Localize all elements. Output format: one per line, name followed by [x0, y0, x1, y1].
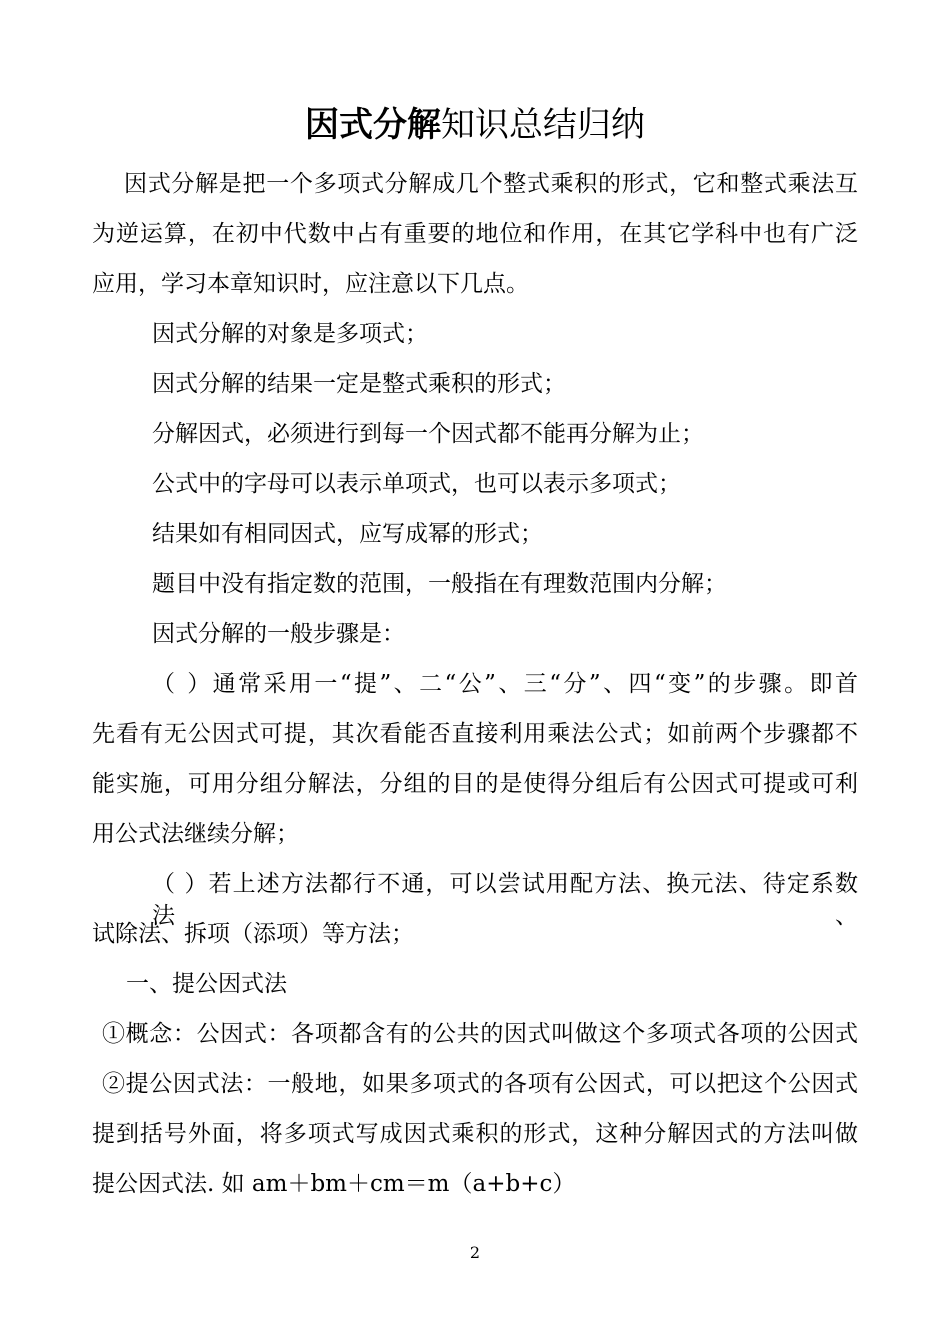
point-4: 公式中的字母可以表示单项式，也可以表示多项式； — [152, 471, 681, 497]
step-1-line-4: 用公式法继续分解； — [92, 821, 299, 847]
method-line-3: 提公因式法. 如 am＋bm＋cm＝m（a+b+c） — [92, 1171, 576, 1197]
title-bold-part: 因式分解 — [305, 105, 441, 145]
step-2-line-2: 试除法、拆项（添项）等方法； — [92, 921, 414, 947]
step-2-line-1: （ ）若上述方法都行不通，可以尝试用配方法、换元法、待定系数法、 — [152, 871, 858, 929]
step-1-line-2: 先看有无公因式可提，其次看能否直接利用乘法公式；如前两个步骤都不 — [92, 721, 858, 747]
concept-line: ①概念：公因式：各项都含有的公共的因式叫做这个多项式各项的公因式 — [102, 1021, 858, 1047]
document-title — [0, 100, 950, 150]
point-5: 结果如有相同因式，应写成幂的形式； — [152, 521, 543, 547]
title-rest-part: 知识总结归纳 — [441, 105, 645, 145]
step-1-line-1: （ ）通常采用一“提”、二“公”、三“分”、四“变”的步骤。即首 — [152, 671, 858, 697]
method-line-2: 提到括号外面，将多项式写成因式乘积的形式，这种分解因式的方法叫做 — [92, 1121, 858, 1147]
point-3: 分解因式，必须进行到每一个因式都不能再分解为止； — [152, 421, 704, 447]
section-heading-common-factor: 一、提公因式法 — [126, 971, 287, 997]
step-1-line-3: 能实施，可用分组分解法，分组的目的是使得分组后有公因式可提或可利 — [92, 771, 858, 797]
page-number: 2 — [469, 1243, 481, 1262]
point-1: 因式分解的对象是多项式； — [152, 321, 428, 347]
point-6: 题目中没有指定数的范围，一般指在有理数范围内分解； — [152, 571, 727, 597]
point-2: 因式分解的结果一定是整式乘积的形式； — [152, 371, 566, 397]
paragraph-intro-line-3: 应用，学习本章知识时，应注意以下几点。 — [92, 271, 529, 297]
paragraph-intro-line-1: 因式分解是把一个多项式分解成几个整式乘积的形式，它和整式乘法互 — [124, 171, 858, 197]
paragraph-intro-line-2: 为逆运算，在初中代数中占有重要的地位和作用，在其它学科中也有广泛 — [92, 221, 858, 247]
steps-heading: 因式分解的一般步骤是： — [152, 621, 405, 647]
method-line-1: ②提公因式法：一般地，如果多项式的各项有公因式，可以把这个公因式 — [102, 1071, 858, 1097]
